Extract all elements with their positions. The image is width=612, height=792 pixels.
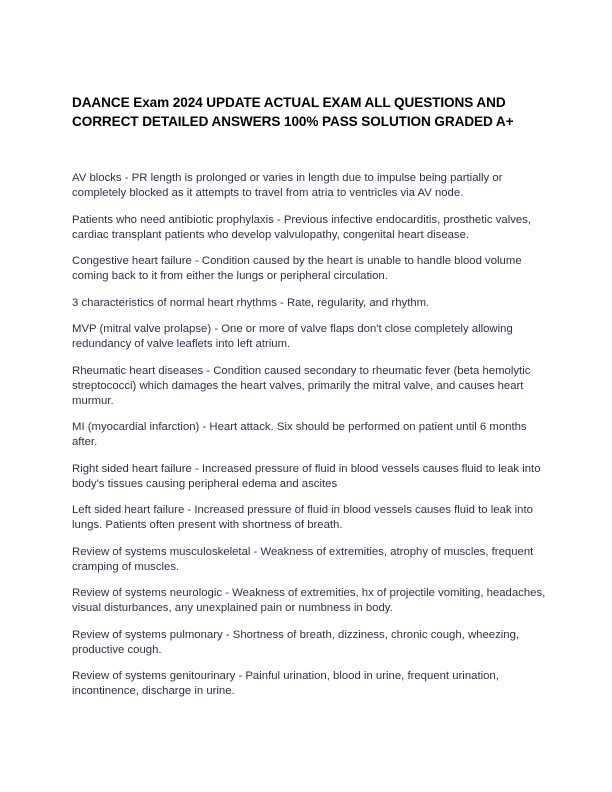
qa-entry: Review of systems neurologic - Weakness of extremities, hx of projectile vomiting, headaches, visual disturbances, any unexplained pain or numbness in body. <box>72 587 546 614</box>
qa-entry: Left sided heart failure - Increased pressure of fluid in blood vessels causes fluid to leak into lungs. Patients often present with shortness of breath. <box>72 504 533 531</box>
qa-entry: Review of systems pulmonary - Shortness of breath, dizziness, chronic cough, wheezing, productive cough. <box>72 628 520 656</box>
qa-entry: 3 characteristics of normal heart rhythms - Rate, regularity, and rhythm. <box>72 296 430 309</box>
qa-list <box>72 171 548 711</box>
qa-entry: MI (myocardial infarction) - Heart attack. Six should be performed on patient until 6 months after. <box>72 421 527 448</box>
qa-entry: AV blocks - PR length is prolonged or varies in length due to impulse being partially or completely blocked as it attempts to travel from atria to ventricles via AV node. <box>72 172 503 199</box>
document-title: DAANCE Exam 2024 UPDATE ACTUAL EXAM ALL QUESTIONS AND CORRECT DETAILED ANSWERS 100% PASS SOLUTION GRADED A+ <box>72 95 514 129</box>
qa-entry: Right sided heart failure - Increased pressure of fluid in blood vessels causes fluid to leak into body's tissues causing peripheral edema and ascites <box>72 462 541 490</box>
qa-entry: Review of systems genitourinary - Painful urination, blood in urine, frequent urination, incontinence, discharge in urine. <box>72 670 499 697</box>
qa-entry: Review of systems musculoskeletal - Weakness of extremities, atrophy of muscles, frequent cramping of muscles. <box>72 545 534 573</box>
qa-entry: Patients who need antibiotic prophylaxis - Previous infective endocarditis, prosthetic valves, cardiac transplant patients who develop valvulopathy, congenital heart disease. <box>72 213 532 241</box>
qa-entry: Rheumatic heart diseases - Condition caused secondary to rheumatic fever (beta hemolytic streptococci) which damages the heart valves, primarily the mitral valve, and causes heart murmur. <box>72 364 531 407</box>
qa-entry: Congestive heart failure - Condition caused by the heart is unable to handle blood volume coming back to it from either the lungs or peripheral circulation. <box>72 255 522 282</box>
qa-entry: MVP (mitral valve prolapse) - One or more of valve flaps don't close completely allowing redundancy of valve leaflets into left atrium. <box>72 323 513 350</box>
